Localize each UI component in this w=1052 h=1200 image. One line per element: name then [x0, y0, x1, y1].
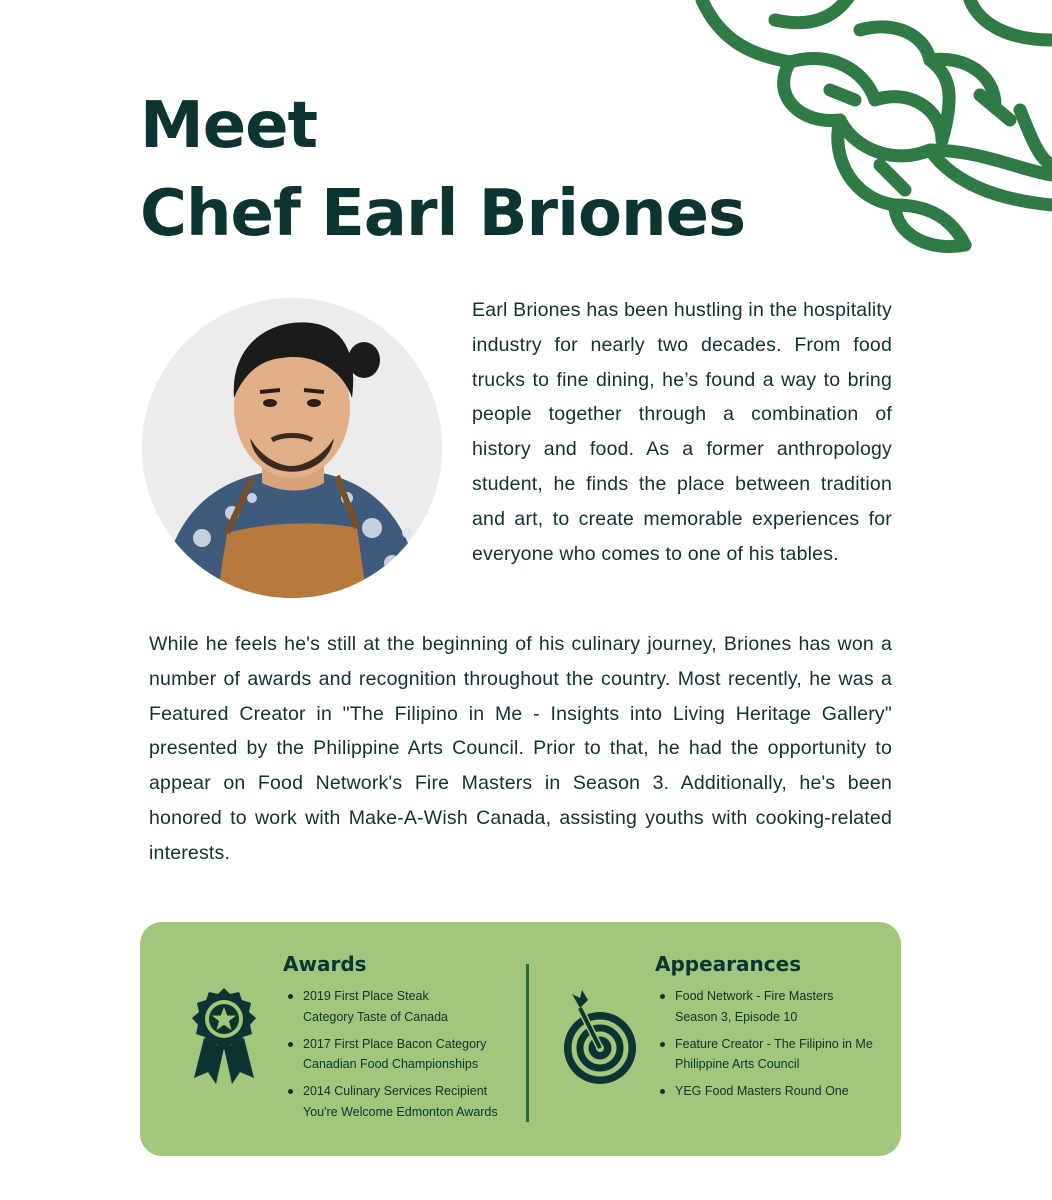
appearances-list: [658, 986, 873, 1108]
highlights-panel: [140, 922, 901, 1156]
list-item: YEG Food Masters Round One: [658, 1081, 873, 1102]
career-paragraph: While he feels he's still at the beginning of his culinary journey, Briones has won a number of awards and recognition throughout the country. Most recently, he was a Featured Creator in "The Filipino in Me - Insights into Living Heritage Gallery" presented by the Philippine Arts Council. Prior to that, he had the opportunity to appear on Food Network's Fire Masters in Season 3. Additionally, he's been honored to work with Make-A-Wish Canada, assisting youths with cooking-related interests.: [149, 633, 892, 864]
title-line-1: Meet: [140, 89, 318, 163]
awards-list: [286, 986, 498, 1129]
award-ribbon-icon: [190, 986, 258, 1086]
page-title: [140, 82, 745, 258]
intro-paragraph: Earl Briones has been hustling in the hospitality industry for nearly two decades. From food trucks to fine dining, he’s found a way to bring people together through a combination of history and food. As a former anthropology student, he finds the place between tradition and art, to create memorable experiences for everyone who comes to one of his tables.: [472, 299, 892, 565]
awards-heading: Awards: [283, 952, 367, 976]
list-item: 2017 First Place Bacon Category Canadian Food Championships: [286, 1034, 498, 1075]
target-dart-icon: [560, 986, 640, 1086]
column-divider: [526, 964, 529, 1122]
title-line-2: Chef Earl Briones: [140, 177, 746, 251]
list-item: Feature Creator - The Filipino in Me Philippine Arts Council: [658, 1034, 873, 1075]
list-item: Food Network - Fire Masters Season 3, Episode 10: [658, 986, 873, 1027]
list-item: 2019 First Place Steak Category Taste of Canada: [286, 986, 498, 1027]
chef-portrait: [142, 298, 442, 598]
appearances-heading: Appearances: [655, 952, 802, 976]
list-item: 2014 Culinary Services Recipient You're Welcome Edmonton Awards: [286, 1081, 498, 1122]
